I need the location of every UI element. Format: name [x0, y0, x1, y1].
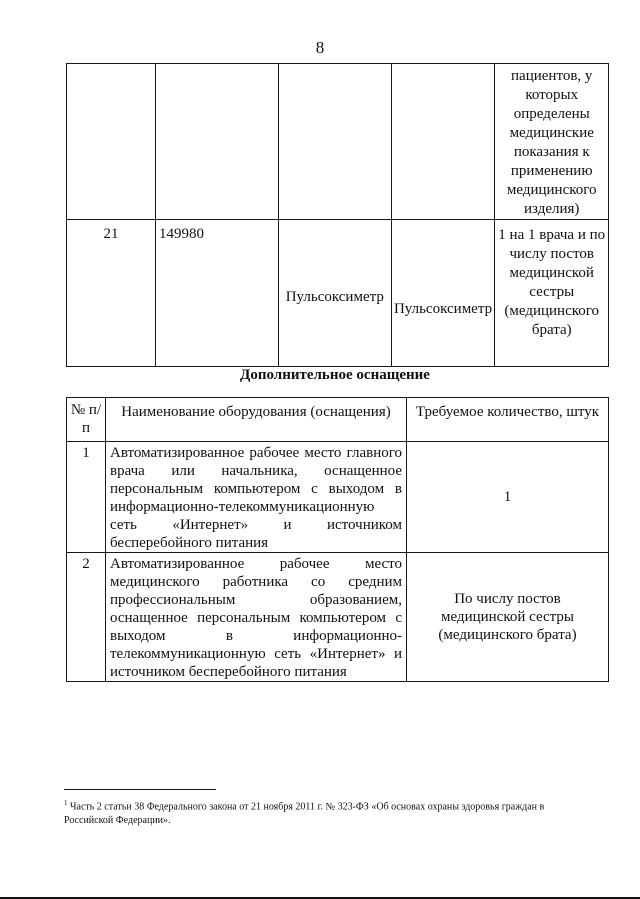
footnote-separator: [64, 789, 216, 790]
quantity-cell: По числу постов медицинской сестры (медицинского брата): [407, 553, 609, 682]
type-name-cell: [278, 64, 391, 220]
header-quantity: Требуемое количество, штук: [407, 398, 609, 442]
quantity-cell: 1: [407, 442, 609, 553]
equipment-name-cell: [391, 64, 495, 220]
footnote-marker: 1: [64, 799, 68, 807]
row-number-cell: 1: [67, 442, 106, 553]
table-header-row: [67, 398, 609, 442]
quantity-cell: пациентов, у которых определены медицинские показания к применению медицинского изделия): [495, 64, 609, 220]
footnote-text: Часть 2 статьи 38 Федерального закона от 21 ноября 2011 г. № 323-ФЗ «Об основах охраны здоровья граждан в Российской Федерации».: [64, 801, 545, 827]
row-number-cell: [67, 64, 156, 220]
row-number-cell: 2: [67, 553, 106, 682]
code-cell: 149980: [156, 220, 279, 367]
table-row: [67, 64, 609, 220]
footnote: [64, 796, 584, 828]
page-number: 8: [315, 38, 325, 57]
equipment-continuation-table: [66, 63, 609, 367]
equipment-name-cell: Пульсоксиметр: [391, 220, 495, 367]
header-equipment-name: Наименование оборудования (оснащения): [106, 398, 407, 442]
additional-equipment-table: [66, 397, 609, 682]
section-title: Дополнительное оснащение: [240, 367, 430, 383]
equipment-name-cell: Автоматизированное рабочее место главного врача или начальника, оснащенное персональным компьютером с выходом в информационно-телекоммуникационную сеть «Интернет» и источником бесперебойного питания: [106, 442, 407, 553]
header-number: № п/п: [67, 398, 106, 442]
table-row: [67, 220, 609, 367]
table-row: [67, 442, 609, 553]
code-cell: [156, 64, 279, 220]
type-name-cell: Пульсоксиметр: [278, 220, 391, 367]
row-number-cell: 21: [67, 220, 156, 367]
table-row: [67, 553, 609, 682]
quantity-cell: 1 на 1 врача и по числу постов медицинской сестры (медицинского брата): [495, 220, 609, 367]
equipment-name-cell: Автоматизированное рабочее место медицинского работника со средним профессиональным образованием, оснащенное персональным компьютером с выходом в информационно-телекоммуникационную сеть «Интернет» и источником бесперебойного питания: [106, 553, 407, 682]
